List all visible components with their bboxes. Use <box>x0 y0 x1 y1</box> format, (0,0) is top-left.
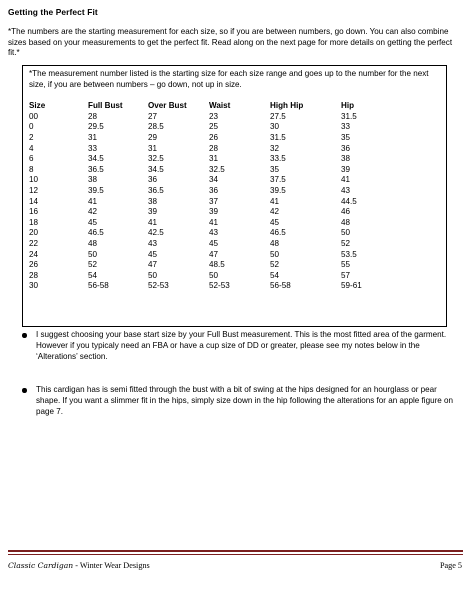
cell-full-bust: 36.5 <box>88 164 104 174</box>
cell-high-hip: 54 <box>270 270 280 280</box>
cell-full-bust: 31 <box>88 132 98 142</box>
table-row <box>29 164 401 175</box>
table-row <box>29 111 401 122</box>
size-chart-body <box>29 111 401 291</box>
cell-size: 18 <box>29 217 39 227</box>
cell-full-bust: 34.5 <box>88 154 104 164</box>
cell-high-hip: 39.5 <box>270 185 286 195</box>
cell-over-bust: 43 <box>148 238 158 248</box>
cell-hip: 46 <box>341 207 351 217</box>
cell-over-bust: 52-53 <box>148 281 169 291</box>
size-chart-table <box>29 99 401 291</box>
cell-waist: 43 <box>209 228 219 238</box>
column-header-high-hip: High Hip <box>270 100 304 110</box>
table-row <box>29 143 401 154</box>
cell-waist: 45 <box>209 238 219 248</box>
cell-hip: 52 <box>341 238 351 248</box>
column-header-hip: Hip <box>341 100 355 110</box>
cell-size: 10 <box>29 175 39 185</box>
cell-over-bust: 39 <box>148 207 158 217</box>
cell-high-hip: 48 <box>270 238 280 248</box>
cell-waist: 50 <box>209 270 219 280</box>
bullet-icon <box>22 388 27 393</box>
cell-over-bust: 36 <box>148 175 158 185</box>
cell-waist: 26 <box>209 132 219 142</box>
cell-over-bust: 50 <box>148 270 158 280</box>
cell-hip: 55 <box>341 260 351 270</box>
table-row <box>29 217 401 228</box>
cell-over-bust: 27 <box>148 111 158 121</box>
cell-high-hip: 56-58 <box>270 281 291 291</box>
cell-full-bust: 28 <box>88 111 98 121</box>
cell-full-bust: 54 <box>88 270 98 280</box>
cell-waist: 37 <box>209 196 219 206</box>
cell-hip: 35 <box>341 132 351 142</box>
cell-over-bust: 29 <box>148 132 158 142</box>
cell-size: 20 <box>29 228 39 238</box>
cell-high-hip: 50 <box>270 249 280 259</box>
pattern-name: Classic Cardigan <box>8 561 74 570</box>
table-row <box>29 122 401 133</box>
cell-hip: 43 <box>341 185 351 195</box>
cell-over-bust: 47 <box>148 260 158 270</box>
cell-high-hip: 46.5 <box>270 228 286 238</box>
cell-full-bust: 56-58 <box>88 281 109 291</box>
cell-high-hip: 52 <box>270 260 280 270</box>
cell-high-hip: 27.5 <box>270 111 286 121</box>
cell-waist: 41 <box>209 217 219 227</box>
cell-size: 14 <box>29 196 39 206</box>
cell-full-bust: 41 <box>88 196 98 206</box>
cell-hip: 57 <box>341 270 351 280</box>
cell-hip: 33 <box>341 122 351 132</box>
cell-over-bust: 38 <box>148 196 158 206</box>
cell-size: 12 <box>29 185 39 195</box>
cell-waist: 47 <box>209 249 219 259</box>
table-row <box>29 238 401 249</box>
cell-hip: 36 <box>341 143 351 153</box>
cell-over-bust: 34.5 <box>148 164 164 174</box>
column-header-over-bust: Over Bust <box>148 100 187 110</box>
page-number: Page 5 <box>439 561 462 570</box>
column-header-full-bust: Full Bust <box>88 100 123 110</box>
cell-hip: 59-61 <box>341 281 362 291</box>
cell-full-bust: 46.5 <box>88 228 104 238</box>
footer-rule-thin <box>8 554 463 555</box>
cell-over-bust: 45 <box>148 249 158 259</box>
cell-size: 26 <box>29 260 39 270</box>
cell-waist: 31 <box>209 154 219 164</box>
table-row <box>29 281 401 292</box>
bullet-icon <box>22 333 27 338</box>
table-row <box>29 175 401 186</box>
cell-waist: 23 <box>209 111 219 121</box>
cell-hip: 41 <box>341 175 351 185</box>
cell-full-bust: 48 <box>88 238 98 248</box>
table-row <box>29 228 401 239</box>
cell-high-hip: 33.5 <box>270 154 286 164</box>
footer-separator: - <box>73 561 80 570</box>
table-row <box>29 196 401 207</box>
cell-full-bust: 29.5 <box>88 122 104 132</box>
table-row <box>29 249 401 260</box>
cell-full-bust: 42 <box>88 207 98 217</box>
cell-hip: 50 <box>341 228 351 238</box>
cell-over-bust: 28.5 <box>148 122 164 132</box>
cell-waist: 28 <box>209 143 219 153</box>
cell-size: 28 <box>29 270 39 280</box>
table-row <box>29 270 401 281</box>
cell-size: 4 <box>29 143 34 153</box>
cell-size: 8 <box>29 164 34 174</box>
cell-waist: 36 <box>209 185 219 195</box>
cell-high-hip: 35 <box>270 164 280 174</box>
cell-over-bust: 42.5 <box>148 228 164 238</box>
cell-waist: 52-53 <box>209 281 230 291</box>
cell-high-hip: 45 <box>270 217 280 227</box>
table-row <box>29 185 401 196</box>
intro-paragraph: *The numbers are the starting measurement for each size, so if you are between numbers, go down. You can also combine sizes based on your measurements to get the perfect fit. Read along on the next page for more details on getting the perfect fit.* <box>8 27 453 58</box>
cell-hip: 53.5 <box>341 249 357 259</box>
cell-high-hip: 42 <box>270 207 280 217</box>
cell-full-bust: 52 <box>88 260 98 270</box>
cell-hip: 31.5 <box>341 111 357 121</box>
cell-over-bust: 31 <box>148 143 158 153</box>
cell-hip: 48 <box>341 217 351 227</box>
cell-high-hip: 32 <box>270 143 280 153</box>
cell-waist: 34 <box>209 175 219 185</box>
cell-over-bust: 36.5 <box>148 185 164 195</box>
note-text: This cardigan has is semi fitted through the bust with a bit of swing at the hips designed for an hourglass or pear shape. If you want a slimmer fit in the hips, simply size down in the hip following the alterations for an apple figure on page 7. <box>36 385 454 416</box>
size-chart-box <box>22 65 447 327</box>
table-row <box>29 132 401 143</box>
cell-full-bust: 33 <box>88 143 98 153</box>
footer-rule <box>8 550 463 552</box>
cell-size: 2 <box>29 132 34 142</box>
cell-high-hip: 31.5 <box>270 132 286 142</box>
note-text: I suggest choosing your base start size by your Full Bust measurement. This is the most fitted area of the garment. However if you typicaly need an FBA or have a cup size of DD or greater, please see my notes below in the ‘Alterations’ section. <box>36 330 447 361</box>
cell-waist: 48.5 <box>209 260 225 270</box>
column-header-waist: Waist <box>209 100 231 110</box>
cell-waist: 25 <box>209 122 219 132</box>
table-row <box>29 259 401 270</box>
cell-size: 22 <box>29 238 39 248</box>
cell-size: 0 <box>29 122 34 132</box>
page-heading: Getting the Perfect Fit <box>8 7 98 17</box>
cell-full-bust: 45 <box>88 217 98 227</box>
column-header-size: Size <box>29 100 46 110</box>
cell-full-bust: 38 <box>88 175 98 185</box>
cell-full-bust: 50 <box>88 249 98 259</box>
cell-size: 6 <box>29 154 34 164</box>
cell-size: 00 <box>29 111 39 121</box>
cell-full-bust: 39.5 <box>88 185 104 195</box>
cell-over-bust: 41 <box>148 217 158 227</box>
cell-hip: 38 <box>341 154 351 164</box>
cell-size: 24 <box>29 249 39 259</box>
cell-hip: 39 <box>341 164 351 174</box>
cell-over-bust: 32.5 <box>148 154 164 164</box>
size-chart-note: *The measurement number listed is the starting size for each size range and goes up to the number for the next size, if you are between numbers – go down, not up in size. <box>29 69 429 89</box>
cell-size: 16 <box>29 207 39 217</box>
table-row <box>29 153 401 164</box>
designer-name: Winter Wear Designs <box>79 561 150 570</box>
cell-high-hip: 30 <box>270 122 280 132</box>
table-row <box>29 206 401 217</box>
cell-size: 30 <box>29 281 39 291</box>
cell-hip: 44.5 <box>341 196 357 206</box>
footer-title <box>8 561 150 570</box>
table-header-row <box>29 99 401 111</box>
cell-high-hip: 37.5 <box>270 175 286 185</box>
cell-waist: 39 <box>209 207 219 217</box>
cell-waist: 32.5 <box>209 164 225 174</box>
cell-high-hip: 41 <box>270 196 280 206</box>
